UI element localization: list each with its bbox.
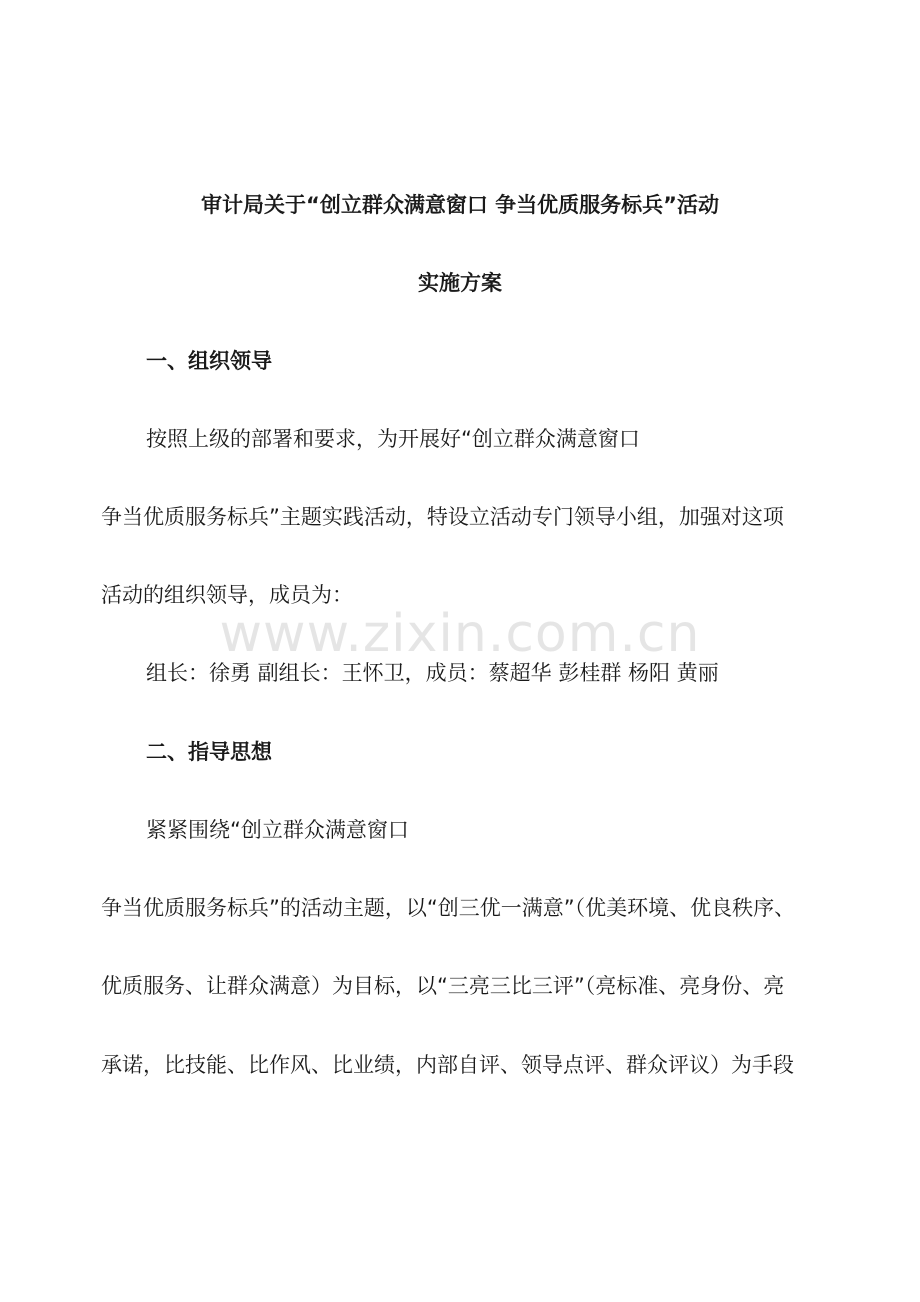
section2-paragraph-line: 优质服务、让群众满意）为目标，以“三亮三比三评”（亮标准、亮身份、亮 [101, 974, 785, 998]
watermark-text: www.zixin.com.cn [219, 604, 701, 664]
section2-paragraph-line: 承诺，比技能、比作风、比业绩，内部自评、领导点评、群众评议）为手段 [101, 1053, 794, 1077]
section2-paragraph-line: 争当优质服务标兵”的活动主题，以“创三优一满意”（优美环境、优良秩序、 [101, 896, 796, 920]
section2-paragraph-line: 紧紧围绕“创立群众满意窗口 [146, 818, 409, 842]
members-line: 组长：徐勇 副组长：王怀卫，成员：蔡超华 彭桂群 杨阳 黄丽 [146, 661, 719, 685]
section1-paragraph-line: 按照上级的部署和要求，为开展好“创立群众满意窗口 [146, 427, 640, 451]
section1-paragraph-line: 争当优质服务标兵”主题实践活动，特设立活动专门领导小组，加强对这项 [101, 505, 784, 529]
document-title-line1: 审计局关于“创立群众满意窗口 争当优质服务标兵”活动 [201, 193, 719, 217]
section1-heading: 一、组织领导 [146, 349, 272, 373]
document-title-line2: 实施方案 [418, 271, 502, 295]
section1-paragraph-line: 活动的组织领导，成员为： [101, 583, 353, 607]
section2-heading: 二、指导思想 [146, 740, 272, 764]
